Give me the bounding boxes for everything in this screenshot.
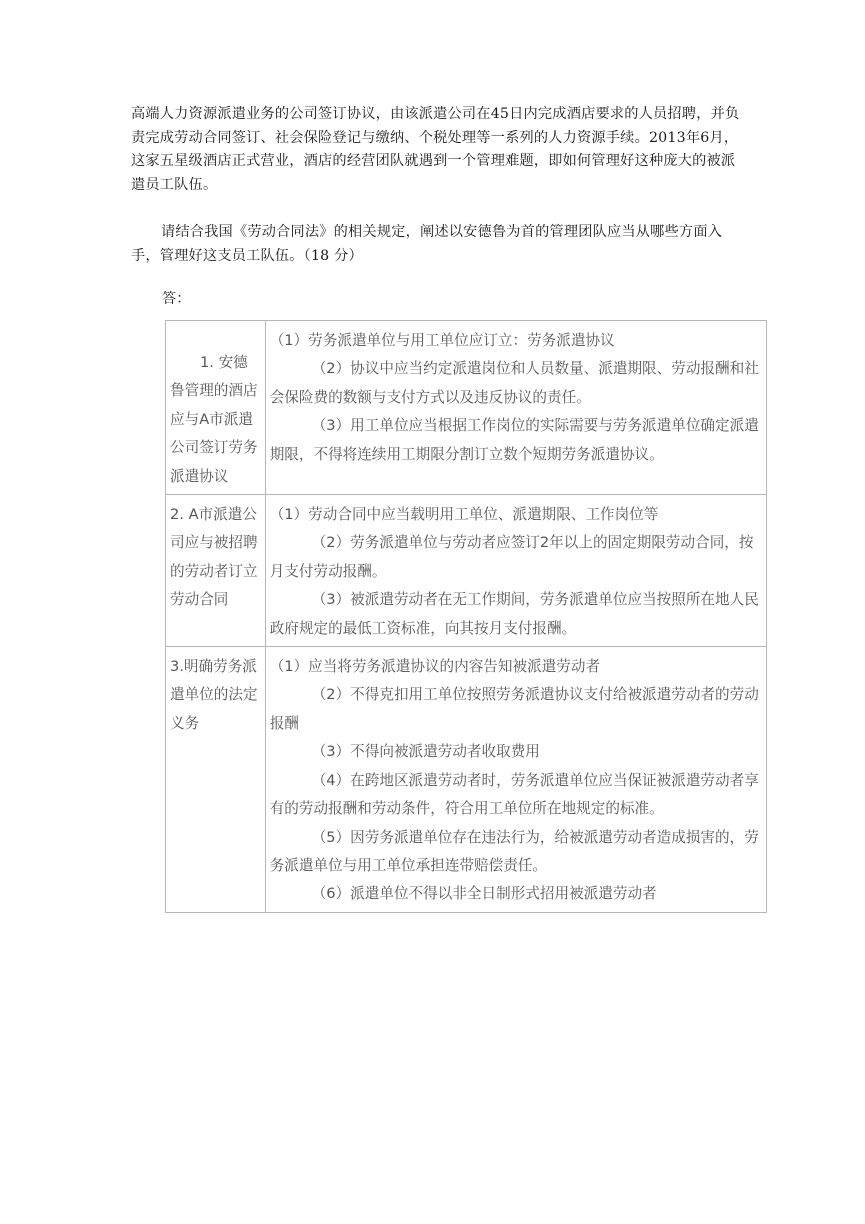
list-item: （1）应当将劳务派遣协议的内容告知被派遣劳动者 (269, 658, 601, 676)
answer-table (165, 320, 767, 913)
row-heading: 3.明确劳务派遣单位的法定义务 (170, 658, 258, 732)
list-item: （2）劳务派遣单位与劳动者应签订2年以上的固定期限劳动合同，按月支付劳动报酬。 (269, 534, 754, 580)
question-paragraph: 请结合我国《劳动合同法》的相关规定，阐述以安德鲁为首的管理团队应当从哪些方面入手，管理好这支员工队伍。（18 分） (131, 224, 723, 264)
row-heading: 2. A市派遣公司应与被招聘的劳动者订立劳动合同 (170, 506, 258, 609)
list-item: （1）劳务派遣单位与用工单位应订立：劳务派遣协议 (269, 332, 615, 349)
list-item: （4）在跨地区派遣劳动者时，劳务派遣单位应当保证被派遣劳动者享有的劳动报酬和劳动条件，符合用工单位所在地规定的标准。 (269, 771, 759, 818)
row-content-cell (265, 495, 766, 647)
row-heading-cell (166, 647, 266, 913)
row-heading-cell (166, 495, 266, 647)
row-heading: 1. 安德鲁管理的酒店应与A市派遣公司签订劳务派遣协议 (170, 354, 258, 485)
list-item: （5）因劳务派遣单位存在违法行为，给被派遣劳动者造成损害的，劳务派遣单位与用工单位承担连带赔偿责任。 (269, 828, 759, 874)
row-heading-cell (166, 321, 266, 495)
list-item: （6）派遣单位不得以非全日制形式招用被派遣劳动者 (311, 885, 657, 903)
table-row (166, 647, 767, 913)
list-item: （1）劳动合同中应当载明用工单位、派遣期限、工作岗位等 (269, 506, 659, 524)
list-item: （3）不得向被派遣劳动者收取费用 (311, 743, 540, 761)
intro-paragraph: 高端人力资源派遣业务的公司签订协议，由该派遣公司在45日内完成酒店要求的人员招聘，并负责完成劳动合同签订、社会保险登记与缴纳、个税处理等一系列的人力资源手续。2013年6月，这家五星级酒店正式营业，酒店的经营团队就遇到一个管理难题，即如何管理好这种庞大的被派遣员工队伍。 (131, 106, 740, 193)
table-row (166, 321, 767, 495)
row-content-cell (265, 647, 766, 913)
list-item: （3）用工单位应当根据工作岗位的实际需要与劳务派遣单位确定派遣期限，不得将连续用工期限分割订立数个短期劳务派遣协议。 (269, 417, 759, 463)
list-item: （2）协议中应当约定派遣岗位和人员数量、派遣期限、劳动报酬和社会保险费的数额与支付方式以及违反协议的责任。 (269, 360, 759, 406)
list-item: （2）不得克扣用工单位按照劳务派遣协议支付给被派遣劳动者的劳动报酬 (269, 686, 759, 732)
list-item: （3）被派遣劳动者在无工作期间，劳务派遣单位应当按照所在地人民政府规定的最低工资标准，向其按月支付报酬。 (269, 591, 759, 637)
table-row (166, 495, 767, 647)
row-content-cell (265, 321, 766, 495)
answer-label: 答： (162, 291, 191, 307)
